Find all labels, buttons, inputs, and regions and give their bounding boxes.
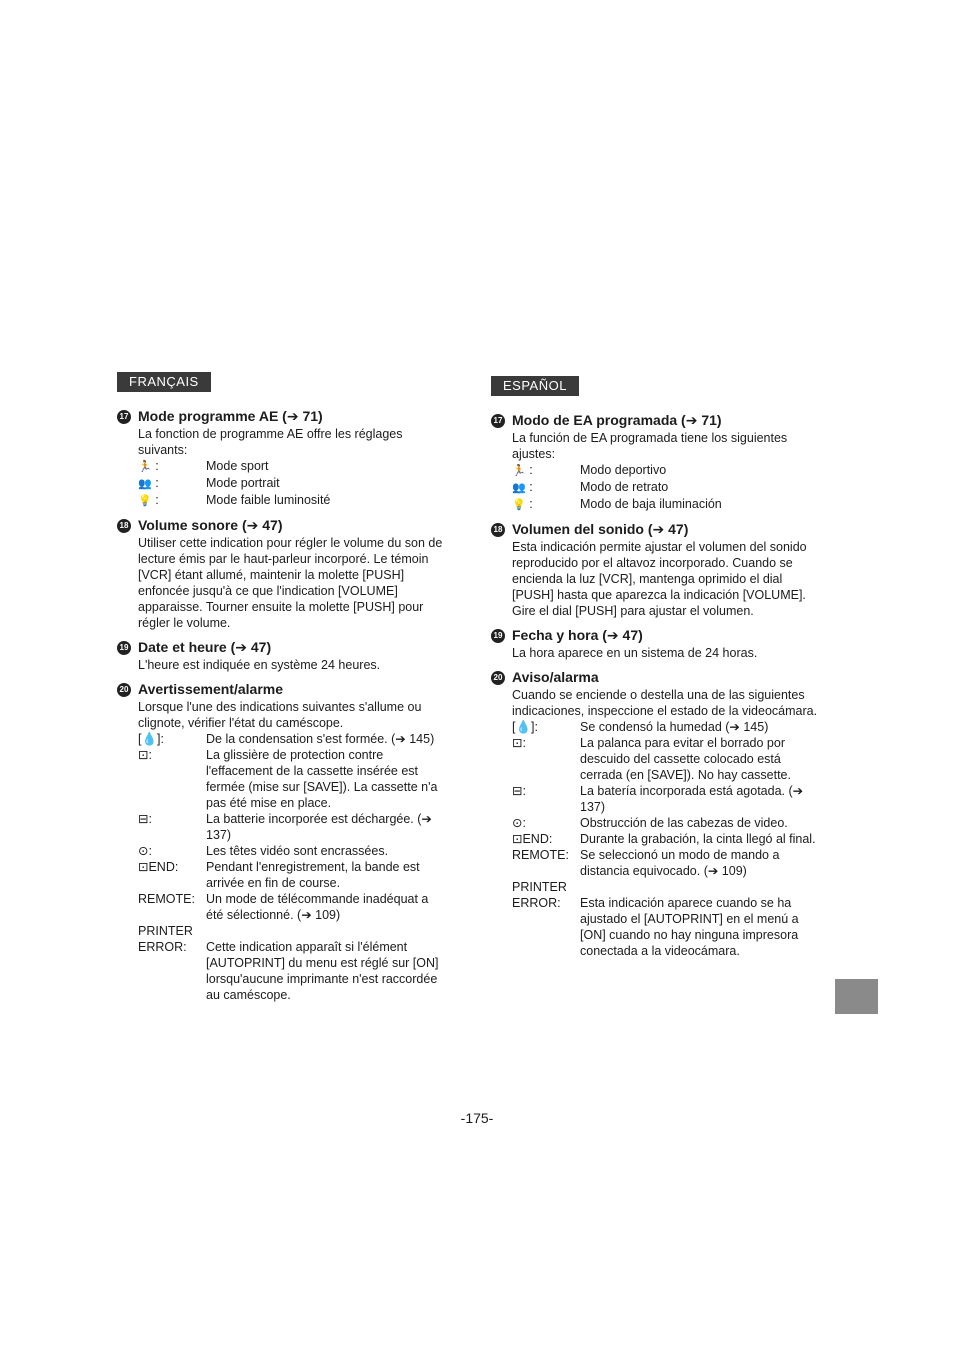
language-label: FRANÇAIS [117, 372, 211, 392]
warning-label: REMOTE: [138, 892, 195, 906]
section-body: La fonction de programme AE offre les réglages suivants: [138, 427, 403, 457]
mode-list: 🏃 : Mode sport 👥 : Mode portrait 💡 : Mode faible luminosité [138, 459, 331, 507]
warning-label: REMOTE: [512, 848, 569, 862]
section-19 [491, 627, 821, 661]
section-20 [117, 681, 447, 1003]
warning-label: ERROR: [512, 896, 561, 910]
section-title: Fecha y hora (➔ 47) [512, 627, 643, 643]
warning-label: [💧]: [138, 732, 164, 746]
warning-label: ⊡: [512, 736, 526, 750]
section-body: Lorsque l'une des indications suivantes s'allume ou clignote, vérifier l'état du caméscope. [138, 700, 422, 730]
warning-label: ⊡END: [512, 832, 553, 846]
section-number-icon: 17 [117, 410, 131, 424]
spanish-column [491, 372, 821, 967]
warning-label: ⊟: [138, 812, 152, 826]
warning-label: ⊙: [512, 816, 526, 830]
low-light-mode-icon: 💡 [138, 495, 152, 507]
sport-mode-icon: 🏃 [512, 465, 526, 477]
section-18 [491, 521, 821, 619]
section-number-icon: 19 [117, 641, 131, 655]
section-title: Modo de EA programada (➔ 71) [512, 412, 722, 428]
section-title: Volume sonore (➔ 47) [138, 517, 283, 533]
warning-list: [💧]: De la condensation s'est formée. (➔ 145) ⊡: La glissière de protection contre l'effacement de la cassette insérée est fermée (mise sur [SAVE]). La cassette n'a pas été mise en place. ⊟: La batterie incorporée est déchargée. (➔ 137) ⊙: Les têtes vidéo sont encrassées. ⊡END: Pendant l'enregistrement, la bande est arrivée en fin de course. REMOTE: Un mode de télécommande inadéquat a été sélectionné. (➔ 109) PRINTER ERROR: Cette indication apparaît si l'élément [AUTOPRINT] du menu est réglé sur [ON] lorsqu'aucune imprimante n'est raccordée au caméscope. [138, 732, 439, 1002]
section-number-icon: 19 [491, 629, 505, 643]
sport-mode-icon: 🏃 [138, 461, 152, 473]
section-title: Volumen del sonido (➔ 47) [512, 521, 689, 537]
warning-label: ⊙: [138, 844, 152, 858]
section-title: Avertissement/alarme [138, 681, 284, 697]
mode-list: 🏃 : Modo deportivo 👥 : Modo de retrato 💡 : Modo de baja iluminación [512, 463, 722, 511]
warning-list: [💧]: Se condensó la humedad (➔ 145) ⊡: La palanca para evitar el borrado por descuido del cassette colocado está cerrada (en [SAVE]). No hay cassette. ⊟: La batería incorporada está agotada. (➔ 137) ⊙: Obstrucción de las cabezas de video. ⊡END: Durante la grabación, la cinta llegó al final. REMOTE: Se seleccionó un modo de mando a distancia equivocado. (➔ 109) PRINTER ERROR: Esta indicación aparece cuando se ha ajustado el [AUTOPRINT] en el menú a [ON] cuando no hay ninguna impresora conectada a la videocámara. [512, 720, 816, 958]
warning-label: ⊡: [138, 748, 152, 762]
section-title: Date et heure (➔ 47) [138, 639, 272, 655]
warning-label: PRINTER [138, 924, 193, 938]
section-20 [491, 669, 821, 959]
section-body: Esta indicación permite ajustar el volumen del sonido reproducido por el altavoz incorporado. Cuando se encienda la luz [VCR], mantenga oprimido el dial [PUSH] hasta que aparezca la indicación [VOLUME]. Gire el dial [PUSH] para ajustar el volumen. [512, 540, 807, 618]
section-number-icon: 18 [491, 523, 505, 537]
section-body: La función de EA programada tiene los siguientes ajustes: [512, 431, 788, 461]
section-body: L'heure est indiquée en système 24 heures. [138, 658, 381, 672]
section-17 [491, 412, 821, 513]
section-title: Mode programme AE (➔ 71) [138, 408, 323, 424]
warning-label: ⊡END: [138, 860, 179, 874]
portrait-mode-icon: 👥 [512, 482, 526, 494]
section-number-icon: 20 [117, 683, 131, 697]
french-column [117, 372, 447, 1011]
section-body: La hora aparece en un sistema de 24 horas. [512, 646, 758, 660]
portrait-mode-icon: 👥 [138, 478, 152, 490]
section-number-icon: 20 [491, 671, 505, 685]
section-number-icon: 17 [491, 414, 505, 428]
warning-label: PRINTER [512, 880, 567, 894]
section-19 [117, 639, 447, 673]
language-label: ESPAÑOL [491, 376, 579, 396]
section-body: Utiliser cette indication pour régler le volume du son de lecture émis par le haut-parleur incorporé. Le témoin [VCR] étant allumé, maintenir la molette [PUSH] enfoncée jusqu'à ce que l'indication [VOLUME] apparaisse. Tourner ensuite la molette [PUSH] pour régler le volume. [138, 536, 443, 630]
section-number-icon: 18 [117, 519, 131, 533]
warning-label: ERROR: [138, 940, 187, 954]
warning-label: ⊟: [512, 784, 526, 798]
section-17 [117, 408, 447, 509]
section-title: Aviso/alarma [512, 669, 599, 685]
low-light-mode-icon: 💡 [512, 499, 526, 511]
section-body: Cuando se enciende o destella una de las siguientes indicaciones, inspeccione el estado de la videocámara. [512, 688, 818, 718]
section-18 [117, 517, 447, 631]
page-number: -175- [460, 1110, 494, 1126]
warning-label: [💧]: [512, 720, 538, 734]
thumb-index-tab [835, 979, 878, 1014]
